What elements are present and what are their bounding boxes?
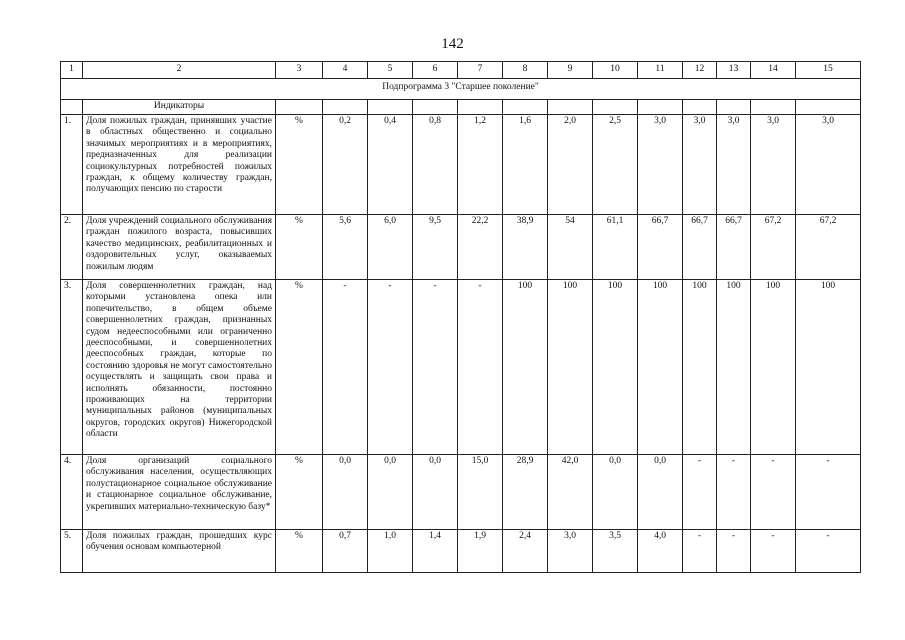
value-cell: - (368, 280, 413, 455)
value-cell: 67,2 (751, 215, 796, 280)
row-number: 1. (61, 115, 83, 215)
value-cell: 100 (593, 280, 638, 455)
value-cell: 1,9 (458, 530, 503, 573)
value-cell: 15,0 (458, 455, 503, 530)
column-header: 9 (548, 62, 593, 79)
value-cell: 3,0 (548, 530, 593, 573)
indicators-table (60, 61, 861, 573)
value-cell: 0,0 (638, 455, 683, 530)
value-cell: 3,0 (751, 115, 796, 215)
value-cell: - (717, 455, 751, 530)
column-header: 10 (593, 62, 638, 79)
value-cell: 0,8 (413, 115, 458, 215)
unit-cell: % (276, 215, 323, 280)
row-number: 4. (61, 455, 83, 530)
table-row (61, 455, 861, 530)
value-cell: - (458, 280, 503, 455)
value-cell: 54 (548, 215, 593, 280)
column-header: 8 (503, 62, 548, 79)
indicator-name: Доля совершеннолетних граждан, над которыми установлена опека или попечительство, в общем объеме совершеннолетних граждан, признанных судом недееспособными или ограниченно дееспособными, и совершеннолетних дееспособных граждан, которые по состоянию здоровья не могут самостоятельно осуществлять и защищать свои права и исполнять обязанности, постоянно проживающих на территории муниципальных районов (муниципальных округов, городских округов) Нижегородской области (83, 280, 276, 455)
value-cell: 100 (503, 280, 548, 455)
value-cell: 3,0 (683, 115, 717, 215)
unit-cell: % (276, 115, 323, 215)
value-cell: 66,7 (638, 215, 683, 280)
value-cell: 0,0 (368, 455, 413, 530)
column-header: 1 (61, 62, 83, 79)
value-cell: 66,7 (717, 215, 751, 280)
value-cell: - (796, 530, 861, 573)
subprogram-row (61, 79, 861, 100)
column-header: 7 (458, 62, 503, 79)
value-cell: 2,4 (503, 530, 548, 573)
indicator-name: Доля пожилых граждан, принявших участие в областных общественно и социально значимых мероприятиях и в мероприятиях, предназначенных для реализации социокультурных потребностей пожилых граждан, к общему количеству граждан, получающих пенсию по старости (83, 115, 276, 215)
value-cell: - (323, 280, 368, 455)
value-cell: 0,0 (323, 455, 368, 530)
unit-cell: % (276, 455, 323, 530)
indicator-name: Доля пожилых граждан, прошедших курс обучения основам компьютерной (83, 530, 276, 573)
value-cell: - (683, 455, 717, 530)
column-header: 2 (83, 62, 276, 79)
value-cell: 61,1 (593, 215, 638, 280)
value-cell: 9,5 (413, 215, 458, 280)
value-cell: 3,0 (717, 115, 751, 215)
column-header: 15 (796, 62, 861, 79)
value-cell: 66,7 (683, 215, 717, 280)
indicator-name: Доля учреждений социального обслуживания граждан пожилого возраста, повысивших качество медицинских, реабилитационных и оздоровительных услуг, оказываемых пожилым людям (83, 215, 276, 280)
value-cell: - (683, 530, 717, 573)
column-header: 11 (638, 62, 683, 79)
value-cell: 0,2 (323, 115, 368, 215)
column-header: 6 (413, 62, 458, 79)
value-cell: 28,9 (503, 455, 548, 530)
unit-cell: % (276, 530, 323, 573)
value-cell: 100 (796, 280, 861, 455)
value-cell: 1,0 (368, 530, 413, 573)
column-header: 12 (683, 62, 717, 79)
value-cell: 42,0 (548, 455, 593, 530)
value-cell: 3,0 (638, 115, 683, 215)
value-cell: 2,0 (548, 115, 593, 215)
indicators-label-row (61, 100, 861, 115)
indicators-label: Индикаторы (83, 100, 276, 115)
table-row (61, 530, 861, 573)
value-cell: 1,6 (503, 115, 548, 215)
value-cell: 0,0 (593, 455, 638, 530)
value-cell: 67,2 (796, 215, 861, 280)
column-header: 4 (323, 62, 368, 79)
table-row (61, 215, 861, 280)
value-cell: 4,0 (638, 530, 683, 573)
row-number: 2. (61, 215, 83, 280)
subprogram-title: Подпрограмма 3 "Старшее поколение" (61, 79, 861, 100)
value-cell: 100 (683, 280, 717, 455)
value-cell: 100 (638, 280, 683, 455)
value-cell: 3,0 (796, 115, 861, 215)
value-cell: 6,0 (368, 215, 413, 280)
column-number-row (61, 62, 861, 79)
value-cell: 100 (751, 280, 796, 455)
value-cell: 22,2 (458, 215, 503, 280)
column-header: 13 (717, 62, 751, 79)
value-cell: 0,7 (323, 530, 368, 573)
value-cell: 0,4 (368, 115, 413, 215)
page-number: 142 (441, 36, 464, 52)
indicator-name: Доля организаций социального обслуживания населения, осуществляющих полустационарное социальное обслуживание и стационарное социальное обслуживание, укрепивших материально-техническую базу* (83, 455, 276, 530)
value-cell: - (796, 455, 861, 530)
value-cell: 1,4 (413, 530, 458, 573)
column-header: 14 (751, 62, 796, 79)
value-cell: 3,5 (593, 530, 638, 573)
row-number: 3. (61, 280, 83, 455)
value-cell: 0,0 (413, 455, 458, 530)
value-cell: - (751, 530, 796, 573)
row-number: 5. (61, 530, 83, 573)
value-cell: - (717, 530, 751, 573)
value-cell: 38,9 (503, 215, 548, 280)
value-cell: 2,5 (593, 115, 638, 215)
table-row (61, 280, 861, 455)
value-cell: - (413, 280, 458, 455)
unit-cell: % (276, 280, 323, 455)
value-cell: - (751, 455, 796, 530)
column-header: 3 (276, 62, 323, 79)
value-cell: 5,6 (323, 215, 368, 280)
value-cell: 100 (548, 280, 593, 455)
table-row (61, 115, 861, 215)
column-header: 5 (368, 62, 413, 79)
value-cell: 1,2 (458, 115, 503, 215)
value-cell: 100 (717, 280, 751, 455)
